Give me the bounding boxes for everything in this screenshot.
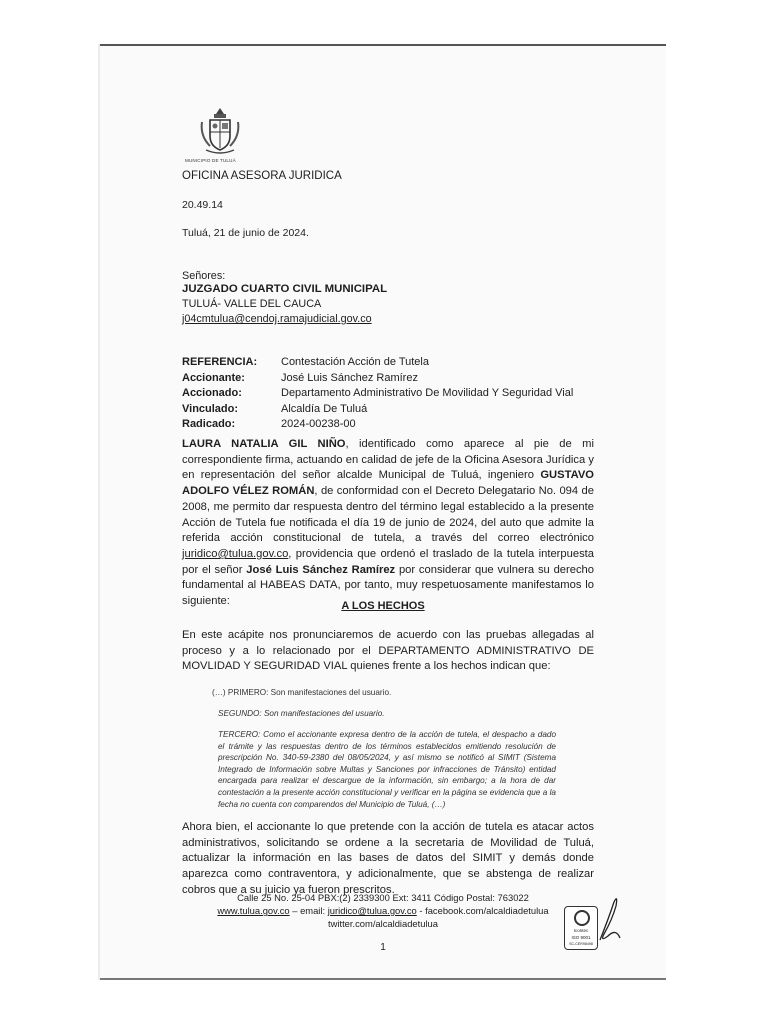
section-title: A LOS HECHOS [341,600,425,612]
signer-name: LAURA NATALIA GIL NIÑO [182,438,346,450]
intro-text: , identificado como aparece al pie de mi correspondiente firma, actuando en calidad de jefe de la Oficina Asesora Jurídica y en representación del señor alcalde Municipal de Tuluá, ingeniero [182,438,594,482]
ref-label: Accionante: [182,371,245,384]
ref-label: Radicado: [182,418,236,431]
ref-value: Departamento Administrativo De Movilidad Y Seguridad Vial [281,387,574,400]
certification-badge [564,906,598,950]
quote-second: SEGUNDO: Son manifestaciones del usuario. [218,709,385,718]
quote-first: (…) PRIMERO: Son manifestaciones del usuario. [212,688,392,697]
ref-value: Alcaldía De Tuluá [281,402,368,415]
footer-address: Calle 25 No. 25-04 PBX:(2) 2339300 Ext: 3411 Código Postal: 763022 [237,892,529,903]
badge-code: SC-CER98498 [569,942,593,946]
footer-text: – email: [289,905,328,916]
plaintiff-name: José Luis Sánchez Ramírez [246,563,396,576]
facts-intro-paragraph: En este acápite nos pronunciaremos de acuerdo con las pruebas allegadas al proceso y a lo relacionado por el DEPARTAMENTO ADMINISTRATIVO DE MOVLIDAD Y SEGURIDAD VIAL quienes frente a los hechos indican que: [182,629,594,673]
intro-text: , providencia que ordenó el traslado de la tutela interpuesta por el señor [182,547,594,576]
mayor-name: GUSTAVO ADOLFO VÉLEZ ROMÁN [182,469,594,498]
facebook-link[interactable]: - facebook.com/alcaldiadetulua [416,905,549,916]
salutation: Señores: [182,270,226,282]
intro-text: por considerar que vulnera su derecho fundamental al HABEAS DATA, por tanto, muy respetuosamente manifestamos lo siguiente: [182,563,594,608]
crest-caption: MUNICIPIO DE TULUÁ [185,158,236,163]
footer-email-link[interactable]: juridico@tulua.gov.co [327,905,417,916]
ref-value: Contestación Acción de Tutela [281,356,429,368]
ref-label: Vinculado: [182,402,239,415]
icontec-logo-icon [574,910,590,926]
quote-third: TERCERO: Como el accionante expresa dentro de la acción de tutela, el despacho a dado el trámite y las respuestas dentro de los términos establecidos emitiendo resolución de prescripción No. 340-59-2380 del 08/05/2024, y así mismo se notificó al SIMIT (Sistema Integrado de Información sobre Multas y Sanciones por infracciones de Tránsito) entidad encargada para realizar el descargue de la información, sin embargo; a la hora de dar contestación a la presente acción constitucional y verificar en la página se evidencia que a la fecha no cuenta con comparendos del Municipio de Tuluá, (…) [218,730,556,809]
office-name: OFICINA ASESORA JURIDICA [182,170,342,182]
court-email-link[interactable]: j04cmtulua@cendoj.ramajudicial.gov.co [182,313,372,325]
reference-block [182,355,573,433]
website-link[interactable]: www.tulua.gov.co [217,905,290,916]
ref-value: José Luis Sánchez Ramírez [281,371,418,384]
court-name: JUZGADO CUARTO CIVIL MUNICIPAL [182,283,388,295]
document-code: 20.49.14 [182,199,223,211]
badge-top: Icontec [573,928,589,933]
document-date: Tuluá, 21 de junio de 2024. [182,227,309,239]
document-page [100,44,666,980]
intro-text: , de conformidad con el Decreto Delegatario No. 094 de 2008, me permito dar respuesta dentro del término legal establecido a la presente Acción de Tutela fue notificada el día 19 de junio de 2024, del auto que admite la referida acción constitucional de tutela, a través del correo electrónico [182,485,595,545]
badge-mid: ISO 9001 [571,935,591,940]
closing-paragraph: Ahora bien, el accionante lo que pretende con la acción de tutela es atacar actos administrativos, solicitando se ordene a la secretaria de Movilidad de Tuluá, actualizar la información en las bases de datos del SIMIT y demás donde aparezca como contraventora, y adicionalmente, que se abstenga de realizar cobros que a su juicio ya fueron prescritos. [182,821,594,896]
ref-label: REFERENCIA: [182,356,258,368]
twitter-link[interactable]: twitter.com/alcaldiadetulua [328,918,438,929]
page-number: 1 [380,942,386,953]
municipal-crest-icon [198,106,242,156]
signature-icon [594,890,624,950]
ref-label: Accionado: [182,387,242,400]
intro-paragraph [182,437,594,610]
court-city: TULUÁ- VALLE DEL CAUCA [182,298,322,310]
ref-value: 2024-00238-00 [281,418,356,431]
juridico-email-link[interactable]: juridico@tulua.gov.co [182,547,289,560]
